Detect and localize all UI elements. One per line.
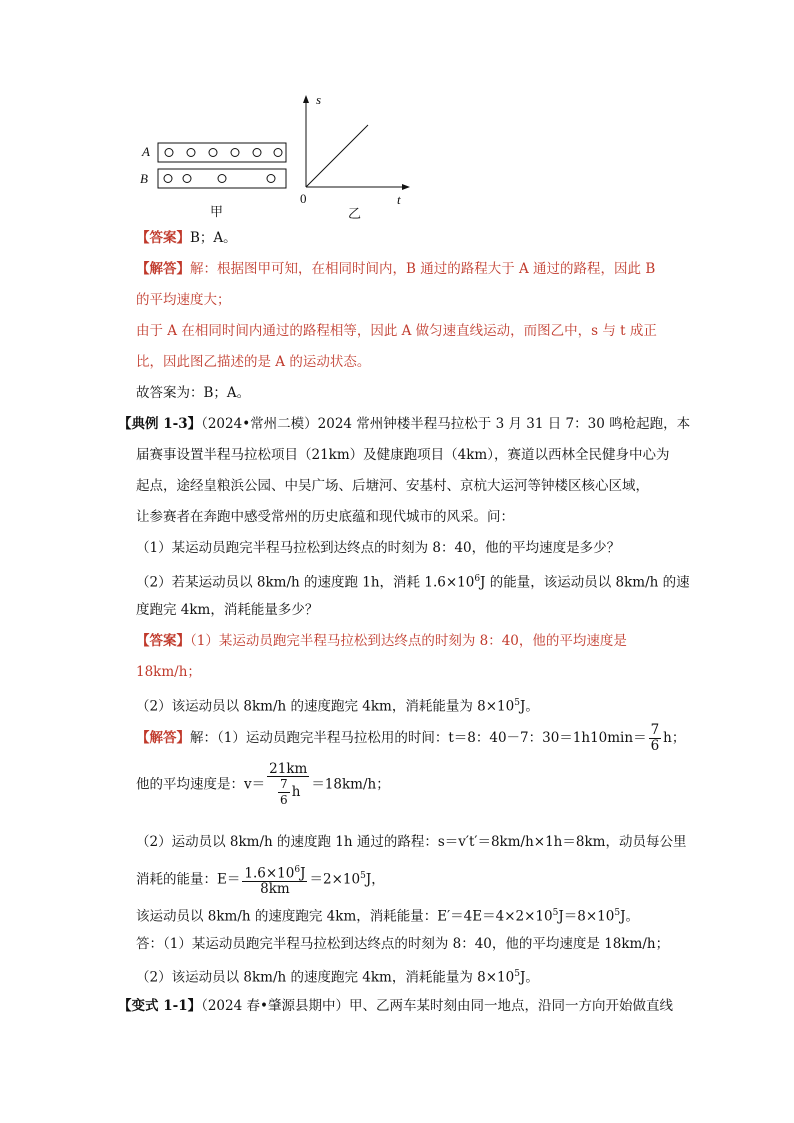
frac-den: 6 (650, 738, 660, 754)
solution-step-5 (136, 903, 639, 927)
q2a-text: （2）若某运动员以 8km/h 的速度跑 1h，消耗 1.6×10 (136, 574, 475, 591)
ex-answer-tag: 【答案】 (136, 633, 190, 649)
solution-step-3: （2）运动员以 8km/h 的速度跑 1h 通过的路程：s＝v′t′＝8km/h×1h＝8km，动员每公里 (136, 834, 687, 850)
e-num (242, 863, 307, 883)
jieda-line-4: 比，因此图乙描述的是 A 的运动状态。 (136, 354, 371, 370)
da2-end: J。 (519, 969, 539, 986)
answer-line-1 (136, 228, 237, 248)
example-text-1: （2024•常州二模）2024 常州钟楼半程马拉松于 3 月 31 日 7：30 鸣枪起跑，本 (201, 416, 691, 432)
caption-yi: 乙 (348, 206, 362, 221)
question-2a (136, 569, 690, 593)
jieda-text-1: 解：根据图甲可知，在相同时间内，B 通过的路程大于 A 通过的路程，因此 B (190, 261, 656, 277)
example-line-4: 让参赛者在奔跑中感受常州的历史底蕴和现代城市的风采。问： (136, 509, 514, 525)
tape-a-dots (165, 149, 282, 157)
s5-mid: J＝8×10 (558, 908, 615, 925)
v-den-unit: h (291, 784, 301, 800)
q2a-end: J 的能量，该运动员以 8km/h 的速 (480, 574, 690, 591)
ans-b-text: （2）该运动员以 8km/h 的速度跑完 4km，消耗能量为 8×10 (136, 698, 515, 715)
v-den (267, 777, 309, 808)
s5-sup2: 5 (614, 908, 621, 918)
variant-text: （2024 春•肇源县期中）甲、乙两车某时刻由同一地点，沿同一方向开始做直线 (201, 998, 673, 1014)
caption-jia: 甲 (210, 204, 224, 219)
example-1-3-line-1 (118, 414, 690, 434)
jieda-line-3: 由于 A 在相同时间内通过的路程相等，因此 A 做匀速直线运动，而图乙中，s 与 t 成正 (136, 323, 657, 339)
e-num-sup: 6 (294, 864, 301, 875)
conclusion-2 (136, 964, 539, 988)
v-inner-num: 7 (280, 777, 288, 791)
jieda-line-2: 的平均速度大； (136, 292, 231, 308)
ex-answer-a1: （1）某运动员跑完半程马拉松到达终点的时刻为 8：40，他的平均速度是 (190, 633, 627, 649)
ans-b-end: J。 (519, 698, 539, 715)
question-1: （1）某运动员跑完半程马拉松到达终点的时刻为 8：40，他的平均速度是多少？ (136, 540, 621, 556)
solution-tag: 【解答】 (136, 730, 190, 746)
jieda-line-1 (136, 259, 655, 279)
solution-step-4 (136, 858, 385, 898)
e-num-end: J (300, 865, 306, 882)
ans-b-sup: 5 (514, 698, 520, 708)
v-num: 21km (269, 761, 308, 777)
s4-tail: J， (365, 871, 385, 888)
axis-t-label: t (397, 192, 401, 207)
tape-b-dots (164, 175, 275, 183)
example-line-2: 届赛事设置半程马拉松项目（21km）及健康跑项目（4km），赛道以西林全民健身中心为 (136, 447, 670, 463)
jieda-tag: 【解答】 (136, 261, 190, 277)
label-a: A (142, 144, 150, 159)
ex-answer-a2: 18km/h； (136, 664, 201, 680)
e-den: 8km (260, 881, 290, 898)
s4-end-sup: 5 (360, 871, 366, 881)
variant-1-1 (118, 996, 673, 1016)
s5-text: 该运动员以 8km/h 的速度跑完 4km，消耗能量：E′＝4E＝4×2×10 (136, 908, 553, 925)
s-t-line (306, 125, 368, 187)
solution-step-1 (136, 721, 685, 755)
v-inner-frac (278, 777, 290, 808)
s2-end: ＝18km/h； (311, 776, 390, 793)
tape-a (158, 143, 286, 162)
v-inner-den: 6 (280, 793, 288, 807)
q2a-sup: 6 (474, 574, 481, 584)
fraction-7-6 (649, 723, 662, 754)
answer-tag: 【答案】 (136, 230, 190, 246)
variant-tag: 【变式 1-1】 (118, 998, 202, 1014)
e-num-text: 1.6×10 (244, 865, 295, 882)
axis-origin: 0 (300, 191, 307, 206)
example-line-3: 起点，途经皇粮浜公园、中吴广场、后塘河、安基村、京杭大运河等钟楼区核心区域， (136, 478, 649, 494)
ex-answer-line-1 (136, 631, 627, 651)
s5-end: J。 (620, 908, 639, 925)
final-answer: 故答案为：B；A。 (136, 385, 251, 401)
fraction-velocity (267, 762, 309, 808)
conclusion-1: 答：（1）某运动员跑完半程马拉松到达终点的时刻为 8：40，他的平均速度是 18km/h； (136, 936, 670, 952)
da2-text: （2）该运动员以 8km/h 的速度跑完 4km，消耗能量为 8×10 (136, 969, 515, 986)
example-tag: 【典例 1-3】 (118, 416, 202, 432)
axis-s-label: s (316, 92, 322, 107)
da2-sup: 5 (514, 969, 520, 979)
solution-step-2 (136, 762, 390, 808)
s1-text: 解：（1）运动员跑完半程马拉松用的时间：t＝8：40－7：30＝1h10min＝ (190, 730, 647, 746)
question-2b: 度跑完 4km，消耗能量多少？ (136, 602, 319, 618)
frac-num: 7 (650, 722, 660, 738)
ex-answer-b (136, 693, 539, 717)
s5-sup: 5 (552, 908, 559, 918)
answer-text: B；A。 (190, 230, 237, 246)
label-b: B (140, 171, 148, 186)
s1-end: h； (663, 730, 686, 746)
fraction-energy (242, 863, 307, 898)
s4-end: ＝2×10 (309, 871, 361, 888)
s4-text: 消耗的能量：E＝ (136, 871, 241, 888)
s2-text: 他的平均速度是：v＝ (136, 776, 266, 793)
